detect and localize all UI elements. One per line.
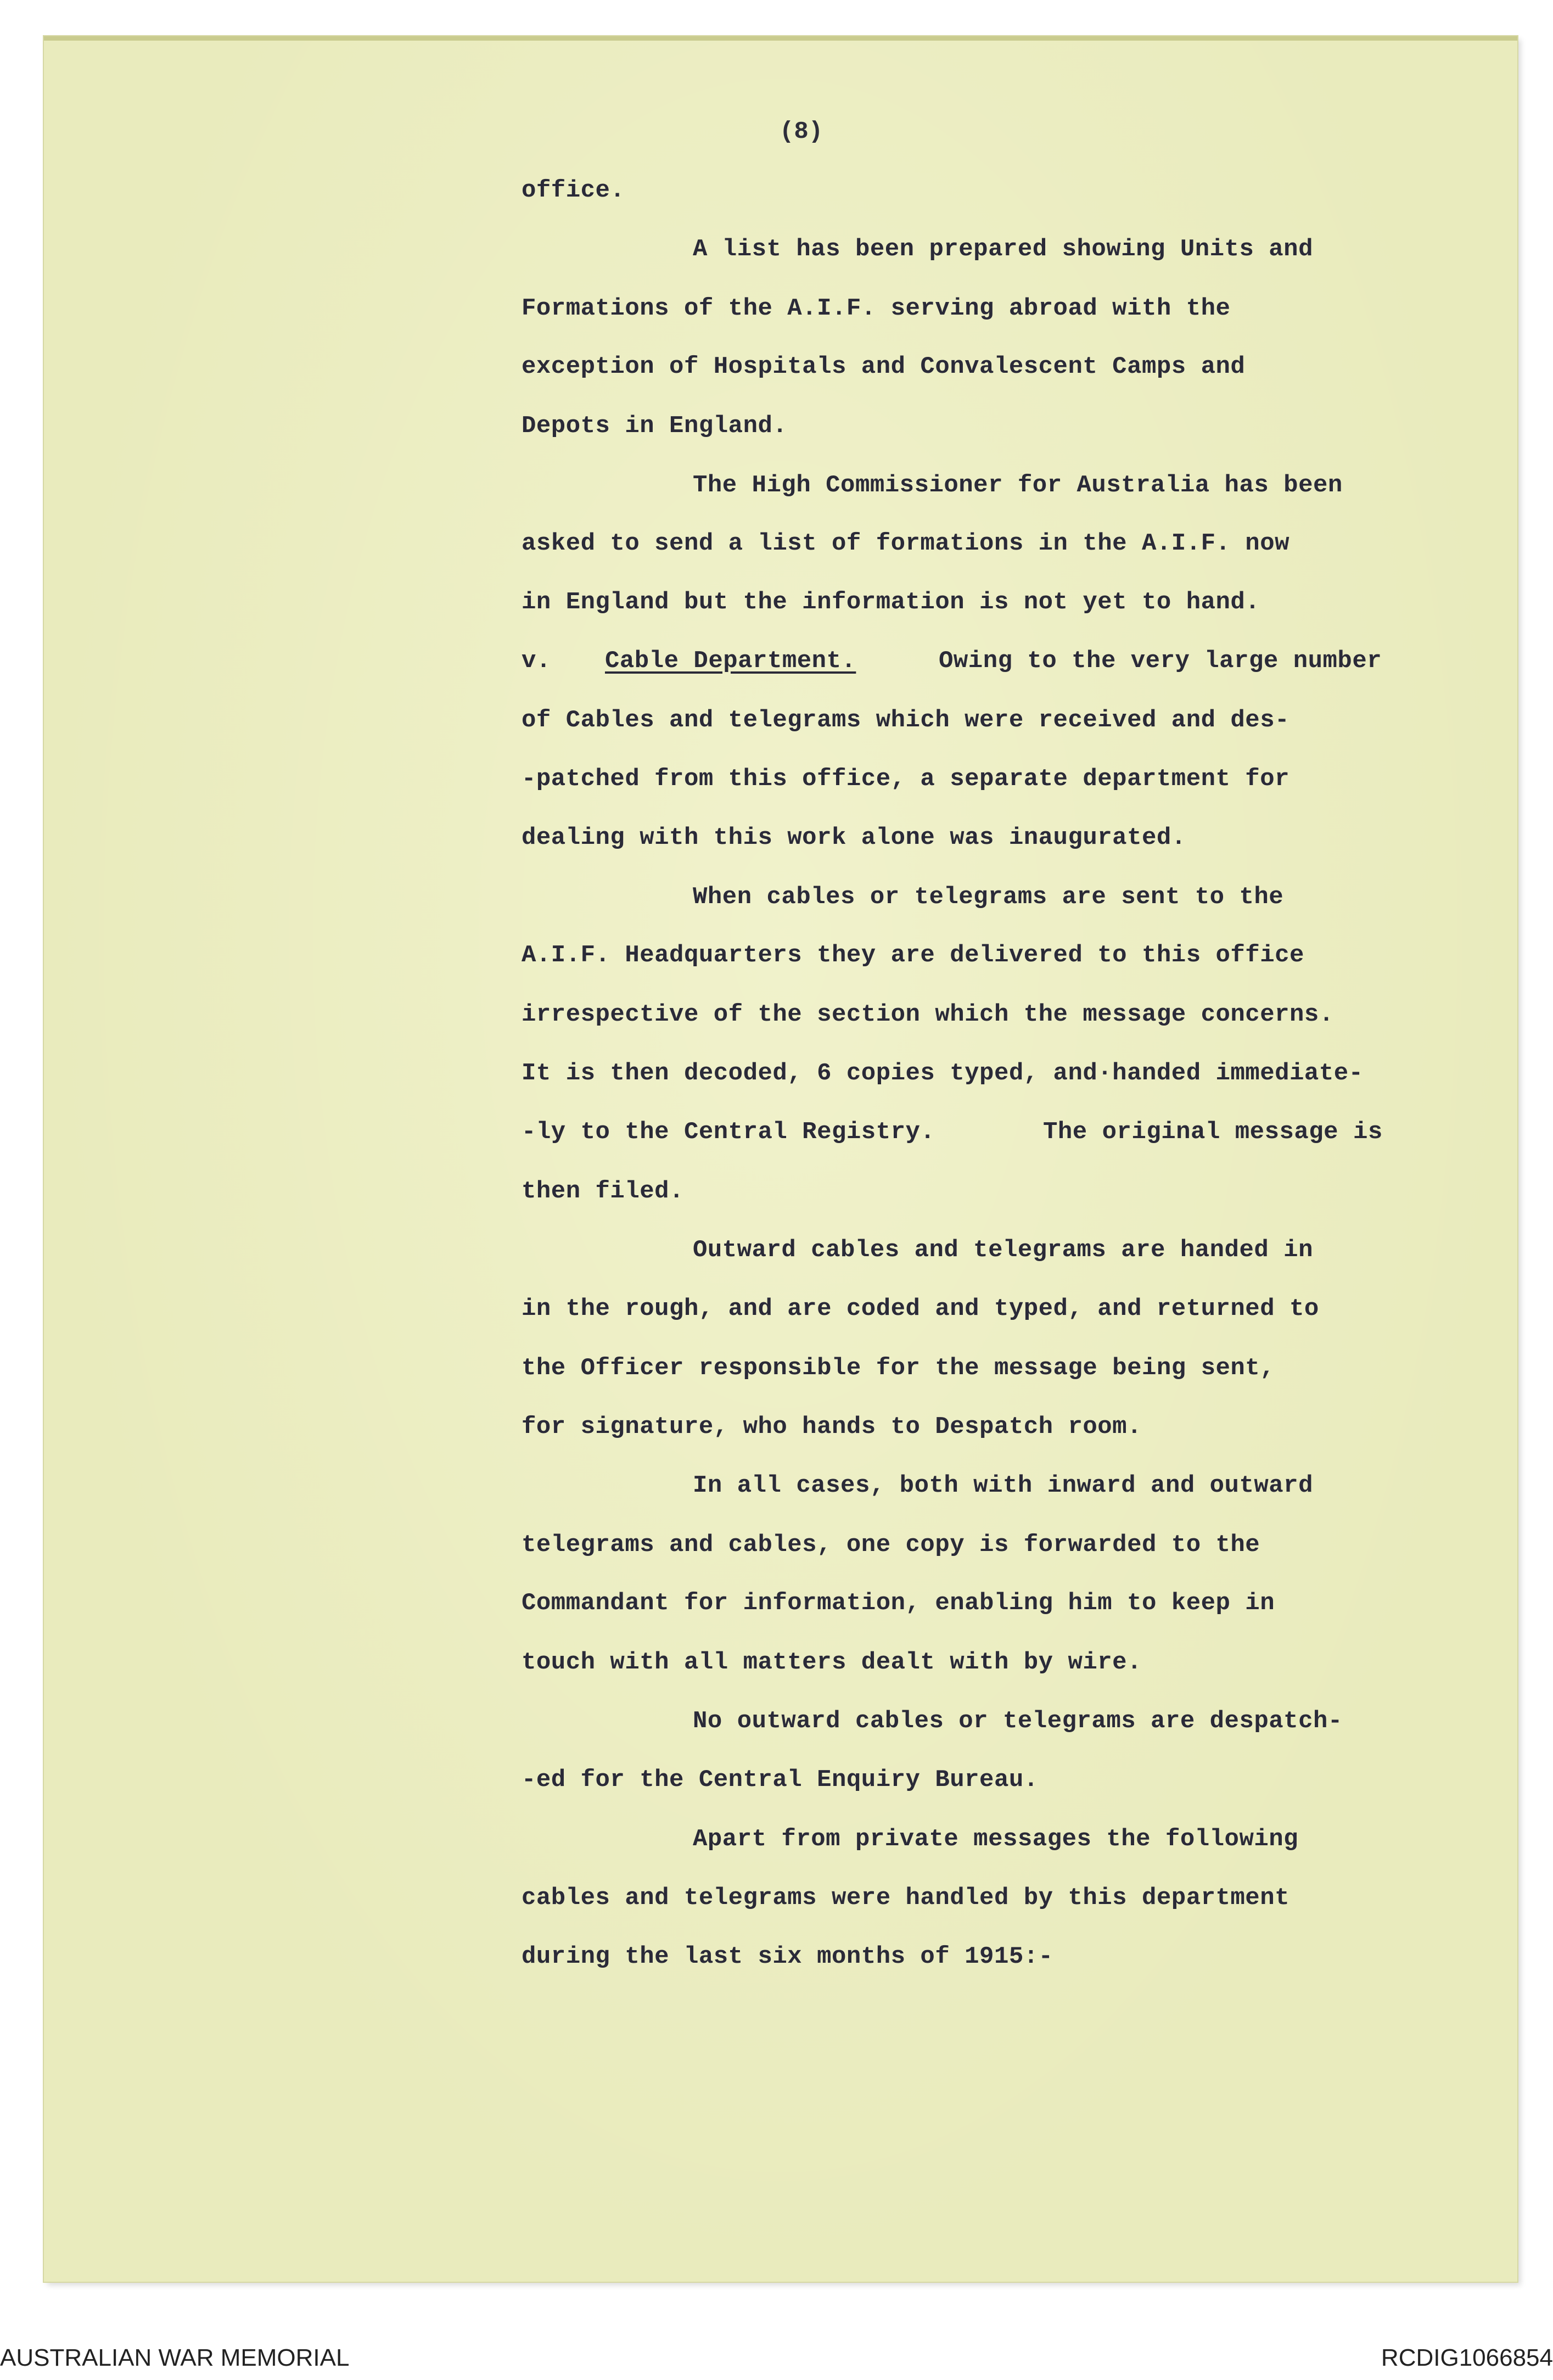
text-line: the Officer responsible for the message being sent, [522, 1354, 1275, 1382]
text-line: dealing with this work alone was inaugurated. [522, 824, 1186, 852]
text-line: Outward cables and telegrams are handed in [693, 1236, 1313, 1264]
paper-edge [44, 36, 1517, 41]
text-line: The original message is [1043, 1118, 1383, 1146]
text-line: -ly to the Central Registry. [522, 1118, 935, 1146]
page-number: (8) [780, 118, 823, 145]
text-line: -ed for the Central Enquiry Bureau. [522, 1766, 1039, 1794]
text-line: during the last six months of 1915:- [522, 1943, 1053, 1970]
text-line: A.I.F. Headquarters they are delivered to this office [522, 942, 1304, 969]
text-line: It is then decoded, 6 copies typed, and·handed immediate- [522, 1060, 1364, 1087]
text-line: of Cables and telegrams which were received and des- [522, 707, 1290, 734]
text-line: telegrams and cables, one copy is forwarded to the [522, 1531, 1260, 1559]
text-line: Depots in England. [522, 412, 788, 440]
text-line: When cables or telegrams are sent to the [693, 883, 1284, 911]
text-line: irrespective of the section which the message concerns. [522, 1001, 1334, 1028]
text-line: for signature, who hands to Despatch room. [522, 1413, 1142, 1441]
text-line: -patched from this office, a separate department for [522, 765, 1290, 793]
text-line: Commandant for information, enabling him to keep in [522, 1589, 1275, 1617]
text-line: asked to send a list of formations in the A.I.F. now [522, 530, 1290, 557]
archive-credit: AUSTRALIAN WAR MEMORIAL [0, 2344, 350, 2371]
text-line: In all cases, both with inward and outward [693, 1472, 1313, 1499]
text-line: in England but the information is not yet to hand. [522, 589, 1260, 616]
text-line: exception of Hospitals and Convalescent Camps and [522, 353, 1246, 380]
text-line: then filed. [522, 1178, 684, 1205]
text-line: in the rough, and are coded and typed, and returned to [522, 1295, 1319, 1323]
text-line: No outward cables or telegrams are despatch- [693, 1707, 1343, 1735]
text-line: Formations of the A.I.F. serving abroad with the [522, 295, 1231, 322]
text-line: Apart from private messages the following [693, 1825, 1299, 1853]
section-heading: Cable Department. [605, 647, 856, 675]
text-line: Owing to the very large number [939, 647, 1382, 675]
text-line: touch with all matters dealt with by wire. [522, 1649, 1142, 1676]
section-number: v. [522, 647, 551, 675]
archive-id: RCDIG1066854 [1381, 2344, 1553, 2371]
text-line: office. [522, 177, 625, 204]
text-line: cables and telegrams were handled by this department [522, 1884, 1290, 1912]
text-line: The High Commissioner for Australia has been [693, 472, 1343, 499]
text-line: A list has been prepared showing Units and [693, 236, 1313, 263]
